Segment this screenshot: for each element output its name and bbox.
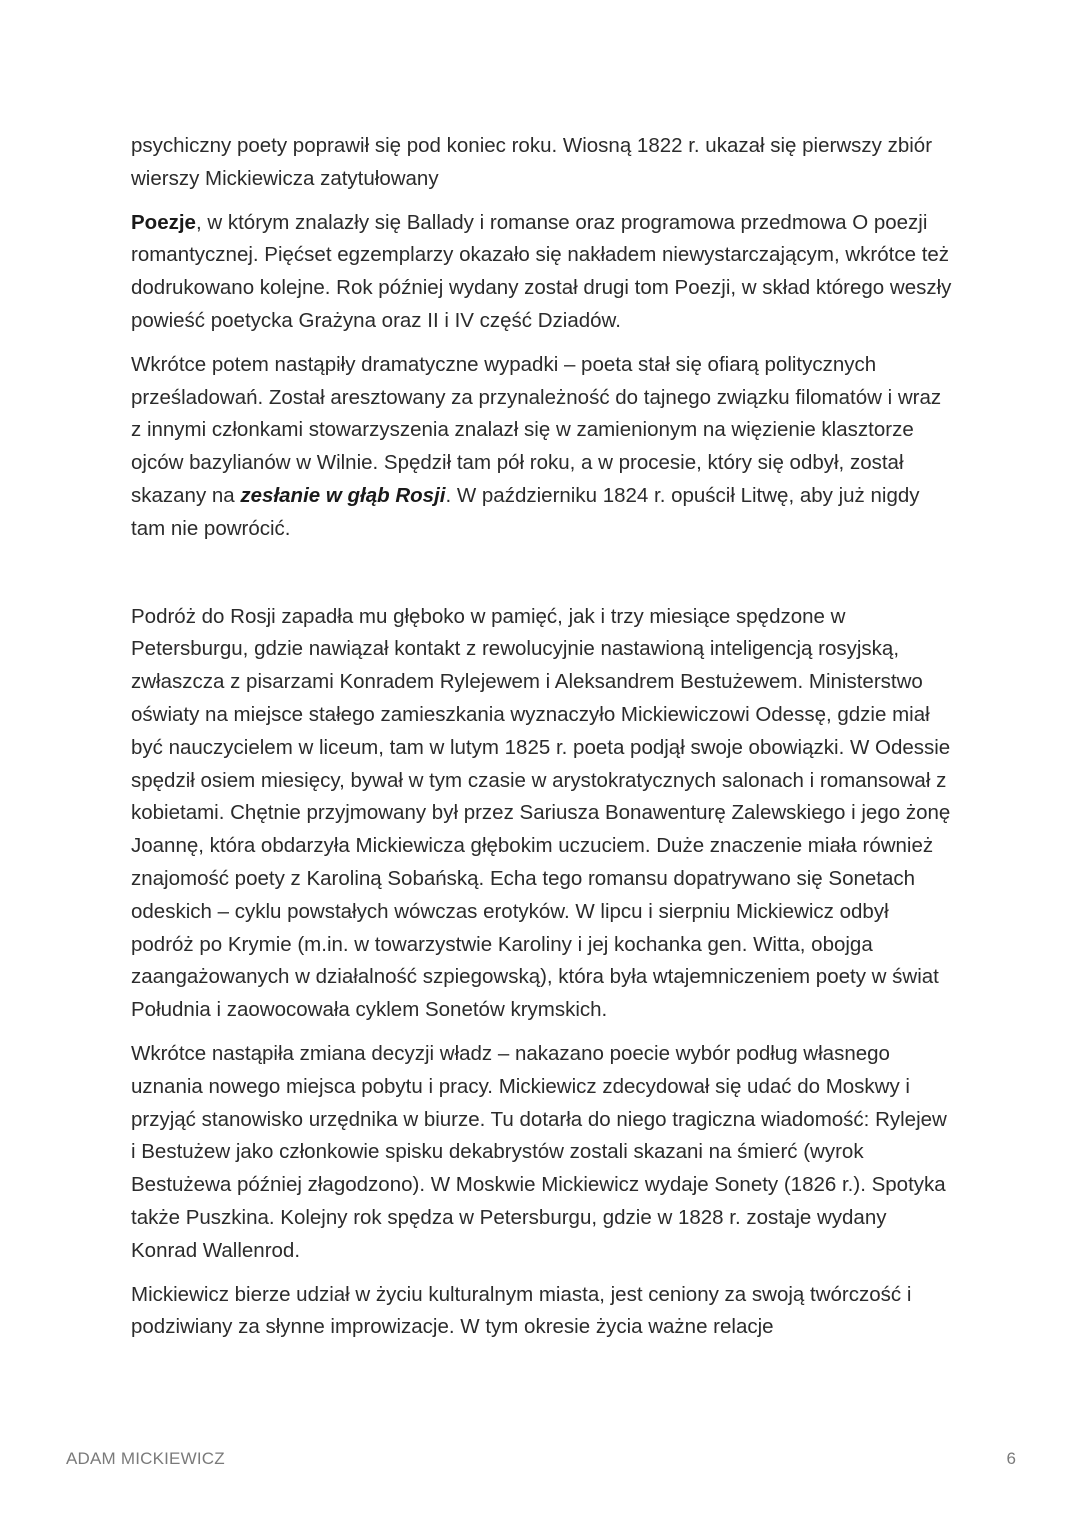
footer-title: ADAM MICKIEWICZ: [66, 1449, 225, 1468]
document-body: [131, 130, 953, 1355]
paragraph-5-text: Wkrótce nastąpiła zmiana decyzji władz – nakazano poecie wybór podług własnego uznania nowego miejsca pobytu i pracy. Mickiewicz zdecydował się udać do Moskwy i przyjąć stanowisko urzędnika w biurze. Tu dotarła do niego tragiczna wiadomość: Rylejew i Bestużew jako członkowie spisku dekabrystów zostali skazani na śmierć (wyrok Bestużewa później złagodzono). W Moskwie Mickiewicz wydaje Sonety (1826 r.). Spotyka także Puszkina. Kolejny rok spędza w Petersburgu, gdzie w 1828 r. zostaje wydany Konrad Wallenrod.: [131, 1041, 947, 1262]
paragraph-3-text-post: . W październiku 1824 r. opuścił Litwę, aby już nigdy tam nie powrócić.: [131, 483, 920, 540]
paragraph-6-text: Mickiewicz bierze udział w życiu kulturalnym miasta, jest ceniony za swoją twórczość i podziwiany za słynne improwizacje. W tym okresie życia ważne relacje: [131, 1282, 912, 1339]
paragraph-3-emphasis: zesłanie w głąb Rosji: [240, 483, 446, 507]
section-gap: [131, 557, 953, 601]
paragraph-2-text: , w którym znalazły się Ballady i romanse oraz programowa przedmowa O poezji romantycznej. Pięćset egzemplarzy okazało się nakładem niewystarczającym, wkrótce też dodrukowano kolejne. Rok później wydany został drugi tom Poezji, w skład którego weszły powieść poetycka Grażyna oraz II i IV część Dziadów.: [131, 210, 952, 332]
paragraph-3: [131, 349, 953, 546]
page-number: 6: [1006, 1449, 1016, 1468]
paragraph-3-text-pre: Wkrótce potem nastąpiły dramatyczne wypadki – poeta stał się ofiarą politycznych prześladowań. Został aresztowany za przynależność do tajnego związku filomatów i wraz z innymi członkami stowarzyszenia znalazł się w zamienionym na więzienie klasztorze ojców bazylianów w Wilnie. Spędził tam pół roku, a w procesie, który się odbył, został skazany na: [131, 352, 942, 507]
paragraph-4: [131, 601, 953, 1027]
paragraph-2: [131, 207, 953, 338]
poezje-title: Poezje: [131, 210, 196, 234]
paragraph-1-text: psychiczny poety poprawił się pod koniec roku. Wiosną 1822 r. ukazał się pierwszy zbiór wierszy Mickiewicza zatytułowany: [131, 134, 933, 190]
paragraph-5: [131, 1038, 953, 1268]
paragraph-6: [131, 1279, 953, 1345]
paragraph-4-text: Podróż do Rosji zapadła mu głęboko w pamięć, jak i trzy miesiące spędzone w Petersburgu, gdzie nawiązał kontakt z rewolucyjnie nastawioną inteligencją rosyjską, zwłaszcza z pisarzami Konradem Rylejewem i Aleksandrem Bestużewem. Ministerstwo oświaty na miejsce stałego zamieszkania wyznaczyło Mickiewiczowi Odessę, gdzie miał być nauczycielem w liceum, tam w lutym 1825 r. poeta podjął swoje obowiązki. W Odessie spędził osiem miesięcy, bywał w tym czasie w arystokratycznych salonach i romansował z kobietami. Chętnie przyjmowany był przez Sariusza Bonawenturę Zalewskiego i jego żonę Joannę, która obdarzyła Mickiewicza głębokim uczuciem. Duże znaczenie miała również znajomość poety z Karoliną Sobańską. Echa tego romansu dopatrywano się Sonetach odeskich – cyklu powstałych wówczas erotyków. W lipcu i sierpniu Mickiewicz odbył podróż po Krymie (m.in. w towarzystwie Karoliny i jej kochanka gen. Witta, obojga zaangażowanych w działalność szpiegowską), która była wtajemniczeniem poety w świat Południa i zaowocowała cyklem Sonetów krymskich.: [131, 604, 951, 1022]
paragraph-1: [131, 130, 953, 196]
